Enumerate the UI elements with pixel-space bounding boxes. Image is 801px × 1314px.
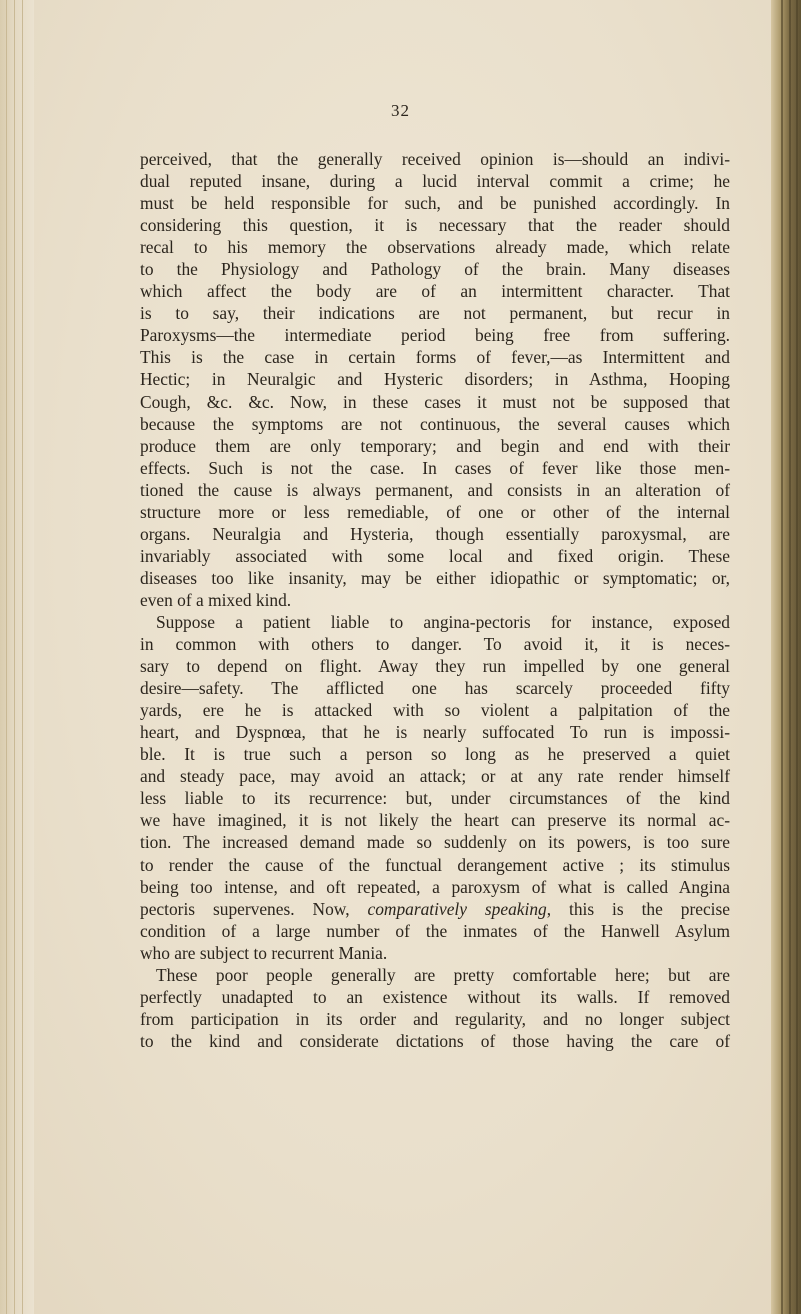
page-edge-shadow [771,0,801,1314]
text-line: ble. It is true such a person so long as he preserved a quiet [140,744,730,765]
text-line: produce them are only temporary; and begin and end with their [140,435,730,456]
text-line: dual reputed insane, during a lucid interval commit a crime; he [140,171,730,192]
text-line: perceived, that the generally received opinion is—should an indivi- [140,149,730,169]
text-line: to render the cause of the functual derangement active ; its stimulus [140,854,730,875]
text-line: tioned the cause is always permanent, and consists in an alteration of [140,479,730,500]
edge-stripe [796,0,798,1314]
page-number: 32 [391,101,410,120]
text-line: even of a mixed kind. [140,589,292,610]
gutter-line [22,0,23,1314]
text-line: Hectic; in Neuralgic and Hysteric disorders; in Asthma, Hooping [140,369,730,390]
text-line: organs. Neuralgia and Hysteria, though essentially paroxysmal, are [140,523,730,544]
text-line: to the kind and considerate dictations of those having the care of [140,1030,730,1051]
text-line: structure more or less remediable, of one or other of the internal [140,501,730,522]
gutter-line [6,0,7,1314]
text-line: perfectly unadapted to an existence without its walls. If removed [140,986,730,1007]
text-line: heart, and Dyspnœa, that he is nearly suffocated To run is impossi- [140,722,730,743]
text-line: is to say, their indications are not permanent, but recur in [140,303,730,324]
paragraph-p1 [140,148,730,611]
binding-gutter [0,0,34,1314]
text-line: in common with others to danger. To avoid it, it is neces- [140,634,730,655]
text-line: Cough, &c. &c. Now, in these cases it must not be supposed that [140,391,730,412]
edge-stripe [781,0,783,1314]
text-line: who are subject to recurrent Mania. [140,942,388,963]
text-line: desire—safety. The afflicted one has scarcely proceeded fifty [140,678,730,699]
body-text [140,148,730,1052]
text-line: Suppose a patient liable to angina-pectoris for instance, exposed [156,611,730,632]
text-line: condition of a large number of the inmates of the Hanwell Asylum [140,920,730,941]
text-line: recal to his memory the observations already made, which relate [140,237,730,258]
text-line: to the Physiology and Pathology of the brain. Many diseases [140,259,730,280]
text-line: pectoris supervenes. Now, comparatively speaking, this is the precise [140,898,730,919]
text-line: sary to depend on flight. Away they run impelled by one general [140,656,730,677]
text-line: effects. Such is not the case. In cases of fever like those men- [140,457,730,478]
text-line: from participation in its order and regularity, and no longer subject [140,1008,730,1029]
text-line: being too intense, and oft repeated, a paroxysm of what is called Angina [140,876,730,897]
text-line: because the symptoms are not continuous, the several causes which [140,413,730,434]
text-line: These poor people generally are pretty comfortable here; but are [156,964,730,985]
text-line: tion. The increased demand made so suddenly on its powers, is too sure [140,832,730,853]
text-line: considering this question, it is necessary that the reader should [140,215,730,236]
text-line: we have imagined, it is not likely the heart can preserve its normal ac- [140,810,730,831]
italic-phrase: comparatively speaking [367,898,547,919]
text-line: must be held responsible for such, and be punished accordingly. In [140,193,730,214]
text-line: and steady pace, may avoid an attack; or at any rate render himself [140,766,730,787]
text-line: yards, ere he is attacked with so violent a palpitation of the [140,700,730,721]
text-line: Paroxysms—the intermediate period being free from suffering. [140,325,730,346]
paragraph-p3 [140,964,730,1052]
text-line: which affect the body are of an intermittent character. That [140,281,730,302]
paragraph-p2 [140,611,730,964]
gutter-line [14,0,15,1314]
text-line: invariably associated with some local and fixed origin. These [140,545,730,566]
text-line: This is the case in certain forms of fever,—as Intermittent and [140,347,730,368]
edge-stripe [789,0,791,1314]
text-line: less liable to its recurrence: but, under circumstances of the kind [140,788,730,809]
text-line: diseases too like insanity, may be either idiopathic or symptomatic; or, [140,567,730,588]
